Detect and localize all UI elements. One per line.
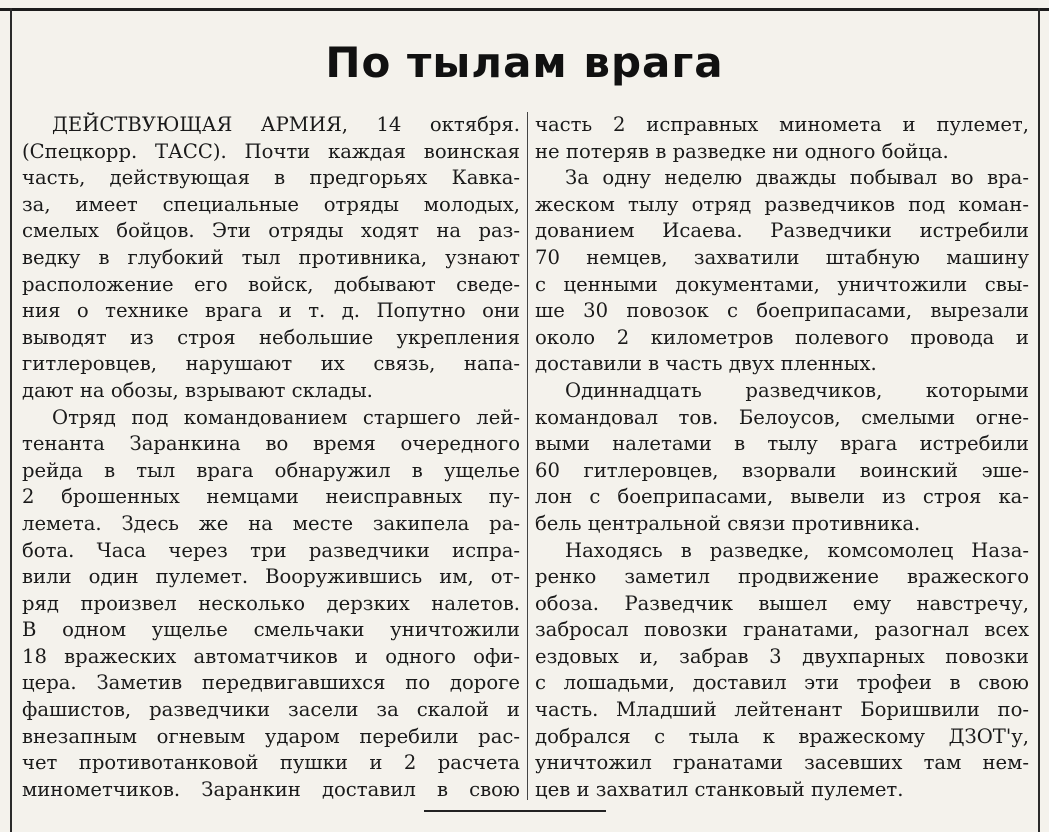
text-line: часть. Младший лейтенант Боришвили по- — [535, 698, 1029, 722]
text-line: расположение его войск, добывают сведе- — [22, 272, 520, 296]
text-line: (Спецкорр. ТАСС). Почти каждая воинская — [22, 139, 520, 163]
text-line: За одну неделю дважды побывал во вра- — [565, 166, 1029, 190]
text-line: около 2 километров полевого провода и — [535, 325, 1029, 349]
text-line: за, имеет специальные отряды молодых, — [22, 192, 520, 216]
text-line: не потеряв в разведке ни одного бойца. — [535, 139, 949, 163]
text-line: часть, действующая в предгорьях Кавка- — [22, 166, 520, 190]
text-line: лемета. Здесь же на месте закипела ра- — [22, 511, 520, 535]
article-headline: По тылам врага — [325, 38, 724, 87]
text-line: 2 брошенных немцами неисправных пу- — [22, 485, 520, 509]
column-divider — [527, 112, 528, 800]
text-line: бота. Часа через три разведчики испра- — [22, 538, 520, 562]
text-line: жеском тылу отряд разведчиков под коман- — [535, 192, 1029, 216]
text-line: дают на обозы, взрывают склады. — [22, 378, 373, 402]
text-line: рейда в тыл врага обнаружил в ущелье — [22, 458, 520, 482]
text-line: выми налетами в тылу врага истребили — [535, 432, 1029, 456]
text-line: доставили в часть двух пленных. — [535, 352, 877, 376]
text-line: часть 2 исправных миномета и пулемет, — [535, 113, 1029, 136]
text-line: тенанта Заранкина во время очередного — [22, 432, 520, 456]
text-line: минометчиков. Заранкин доставил в свою — [22, 777, 520, 801]
top-rule — [0, 8, 1049, 11]
end-of-article-rule — [424, 810, 606, 812]
text-line: 70 немцев, захватили штабную машину — [535, 245, 1029, 269]
text-line: ренко заметил продвижение вражеского — [535, 565, 1029, 589]
right-border-rule — [1038, 8, 1040, 832]
text-line: Находясь в разведке, комсомолец Наза- — [565, 538, 1029, 562]
right-column — [535, 112, 1029, 803]
text-line: лон с боеприпасами, вывели из строя ка- — [535, 485, 1029, 509]
text-line: цера. Заметив передвигавшихся по дороге — [22, 671, 520, 695]
text-line: ния о технике врага и т. д. Попутно они — [22, 299, 520, 323]
text-line: вили один пулемет. Вооружившись им, от- — [22, 565, 520, 589]
text-line: забросал повозки гранатами, разогнал всех — [535, 618, 1029, 642]
text-line: цев и захватил станковый пулемет. — [535, 777, 904, 801]
text-line: внезапным огневым ударом перебили рас- — [22, 724, 520, 748]
text-line: с лошадьми, доставил эти трофеи в свою — [535, 671, 1029, 695]
text-line: Одиннадцать разведчиков, которыми — [565, 378, 1029, 402]
text-line: дованием Исаева. Разведчики истребили — [535, 219, 1029, 243]
text-line: В одном ущелье смельчаки уничтожили — [22, 618, 520, 642]
text-line: ДЕЙСТВУЮЩАЯ АРМИЯ, 14 октября. — [52, 113, 520, 136]
text-line: фашистов, разведчики засели за скалой и — [22, 698, 520, 722]
text-line: уничтожил гранатами засевших там нем- — [535, 751, 1029, 775]
text-line: гитлеровцев, нарушают их связь, напа- — [22, 352, 520, 376]
text-line: ведку в глубокий тыл противника, узнают — [22, 245, 520, 269]
text-line: бель центральной связи противника. — [535, 511, 921, 535]
left-column — [22, 112, 520, 803]
text-line: выводят из строя небольшие укрепления — [22, 325, 520, 349]
text-line: Отряд под командованием старшего лей- — [52, 405, 520, 429]
text-line: ездовых и, забрав 3 двухпарных повозки — [535, 644, 1029, 668]
left-border-rule — [10, 8, 12, 832]
text-line: смелых бойцов. Эти отряды ходят на раз- — [22, 219, 520, 243]
text-line: ряд произвел несколько дерзких налетов. — [22, 591, 520, 615]
text-line: добрался с тыла к вражескому ДЗОТ'у, — [535, 724, 1029, 748]
text-line: ше 30 повозок с боеприпасами, вырезали — [535, 299, 1029, 323]
text-line: 60 гитлеровцев, взорвали воинский эше- — [535, 458, 1029, 482]
text-line: с ценными документами, уничтожили свы- — [535, 272, 1029, 296]
text-line: 18 вражеских автоматчиков и одного офи- — [22, 644, 520, 668]
text-line: чет противотанковой пушки и 2 расчета — [22, 751, 520, 775]
text-line: командовал тов. Белоусов, смелыми огне- — [535, 405, 1029, 429]
text-line: обоза. Разведчик вышел ему навстречу, — [535, 591, 1029, 615]
